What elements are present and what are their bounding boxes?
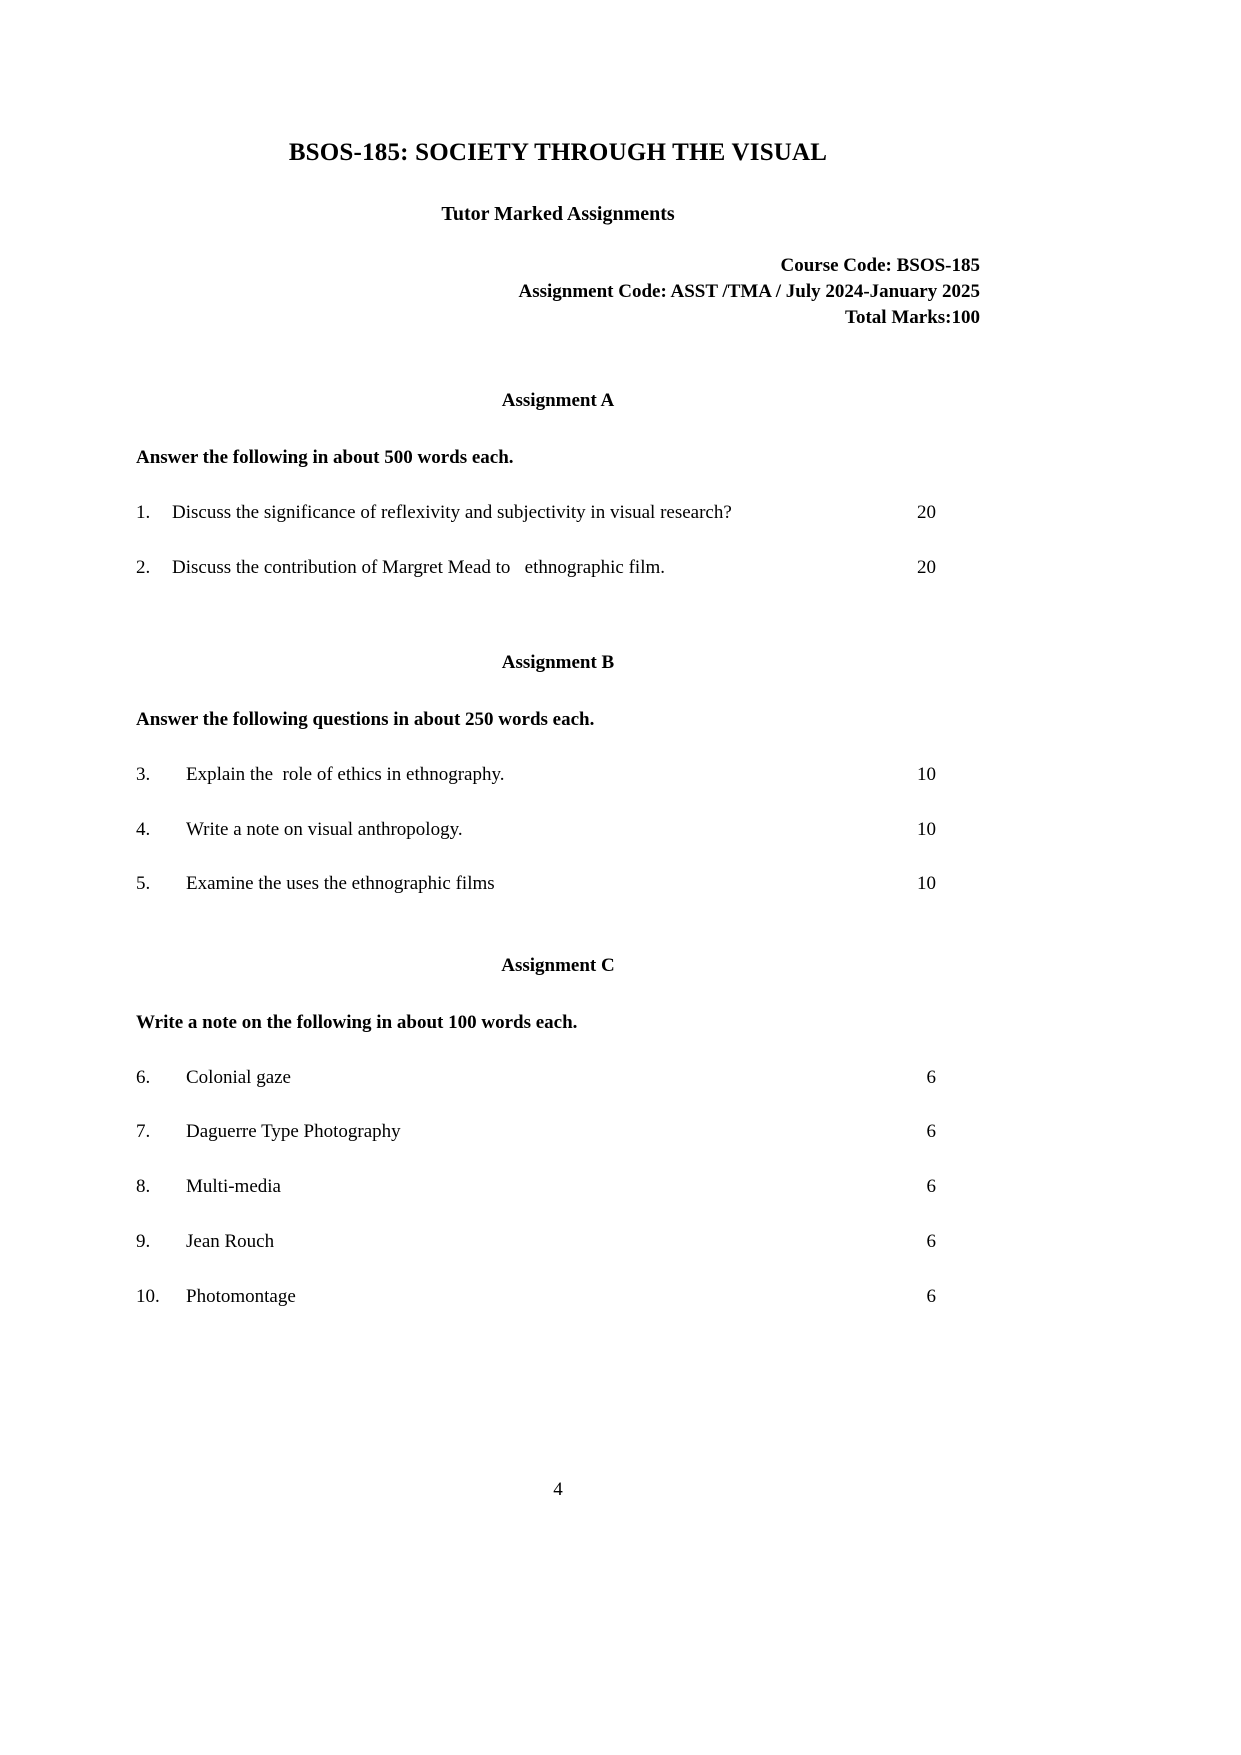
question-text: Examine the uses the ethnographic films bbox=[186, 873, 495, 895]
question-text: Jean Rouch bbox=[186, 1230, 275, 1252]
question-number: 1. bbox=[136, 501, 151, 523]
section-a-instruction: Answer the following in about 500 words each. bbox=[136, 447, 514, 468]
section-a-heading: Assignment A bbox=[501, 390, 615, 412]
question-text: Multi-media bbox=[186, 1176, 281, 1197]
question-marks: 10 bbox=[917, 818, 936, 840]
question-number: 4. bbox=[136, 818, 151, 840]
header-meta bbox=[136, 253, 980, 331]
section-b-instruction: Answer the following questions in about 250 words each. bbox=[136, 709, 595, 730]
question-text: Colonial gaze bbox=[186, 1066, 291, 1088]
section-c-heading: Assignment C bbox=[501, 955, 615, 976]
page-number: 4 bbox=[553, 1479, 563, 1500]
question-marks: 20 bbox=[917, 556, 936, 578]
question-number: 3. bbox=[136, 763, 151, 785]
question-row bbox=[136, 763, 980, 787]
question-text: Daguerre Type Photography bbox=[186, 1121, 401, 1143]
question-marks: 10 bbox=[917, 873, 936, 895]
question-text: Discuss the significance of reflexivity and subjectivity in visual research? bbox=[172, 501, 732, 523]
question-row bbox=[136, 1230, 980, 1254]
course-code-line: Course Code: BSOS-185 bbox=[780, 255, 980, 277]
question-number: 6. bbox=[136, 1066, 151, 1088]
total-marks-line: Total Marks:100 bbox=[845, 307, 980, 329]
section-b-heading: Assignment B bbox=[501, 652, 615, 674]
question-text: Discuss the contribution of Margret Mead to ethnographic film. bbox=[172, 556, 666, 578]
question-number: 8. bbox=[136, 1176, 151, 1197]
question-row bbox=[136, 1120, 980, 1144]
assignment-code-line: Assignment Code: ASST /TMA / July 2024-January 2025 bbox=[518, 281, 980, 303]
question-row bbox=[136, 1175, 980, 1199]
question-marks: 6 bbox=[926, 1121, 936, 1143]
page-title: BSOS-185: SOCIETY THROUGH THE VISUAL bbox=[288, 139, 828, 166]
question-row bbox=[136, 501, 980, 525]
question-number: 2. bbox=[136, 556, 151, 578]
section-assignment-a bbox=[136, 389, 980, 579]
question-row bbox=[136, 556, 980, 580]
question-row bbox=[136, 818, 980, 842]
question-row bbox=[136, 872, 980, 896]
question-number: 7. bbox=[136, 1121, 151, 1143]
question-marks: 20 bbox=[917, 501, 936, 523]
question-row bbox=[136, 1285, 980, 1309]
question-marks: 6 bbox=[926, 1176, 936, 1197]
question-number: 5. bbox=[136, 873, 151, 895]
section-assignment-b bbox=[136, 651, 980, 896]
section-c-instruction: Write a note on the following in about 100 words each. bbox=[136, 1011, 578, 1033]
question-text: Photomontage bbox=[186, 1285, 296, 1307]
question-number: 9. bbox=[136, 1230, 151, 1252]
document-subtitle: Tutor Marked Assignments bbox=[441, 203, 675, 226]
question-text: Write a note on visual anthropology. bbox=[186, 818, 463, 840]
question-marks: 6 bbox=[926, 1285, 936, 1307]
question-row bbox=[136, 1066, 980, 1090]
question-marks: 6 bbox=[926, 1066, 936, 1088]
question-marks: 10 bbox=[917, 763, 936, 785]
question-number: 10. bbox=[136, 1285, 160, 1307]
section-assignment-c bbox=[136, 954, 980, 1308]
question-marks: 6 bbox=[926, 1230, 936, 1252]
question-text: Explain the role of ethics in ethnography. bbox=[186, 763, 505, 785]
